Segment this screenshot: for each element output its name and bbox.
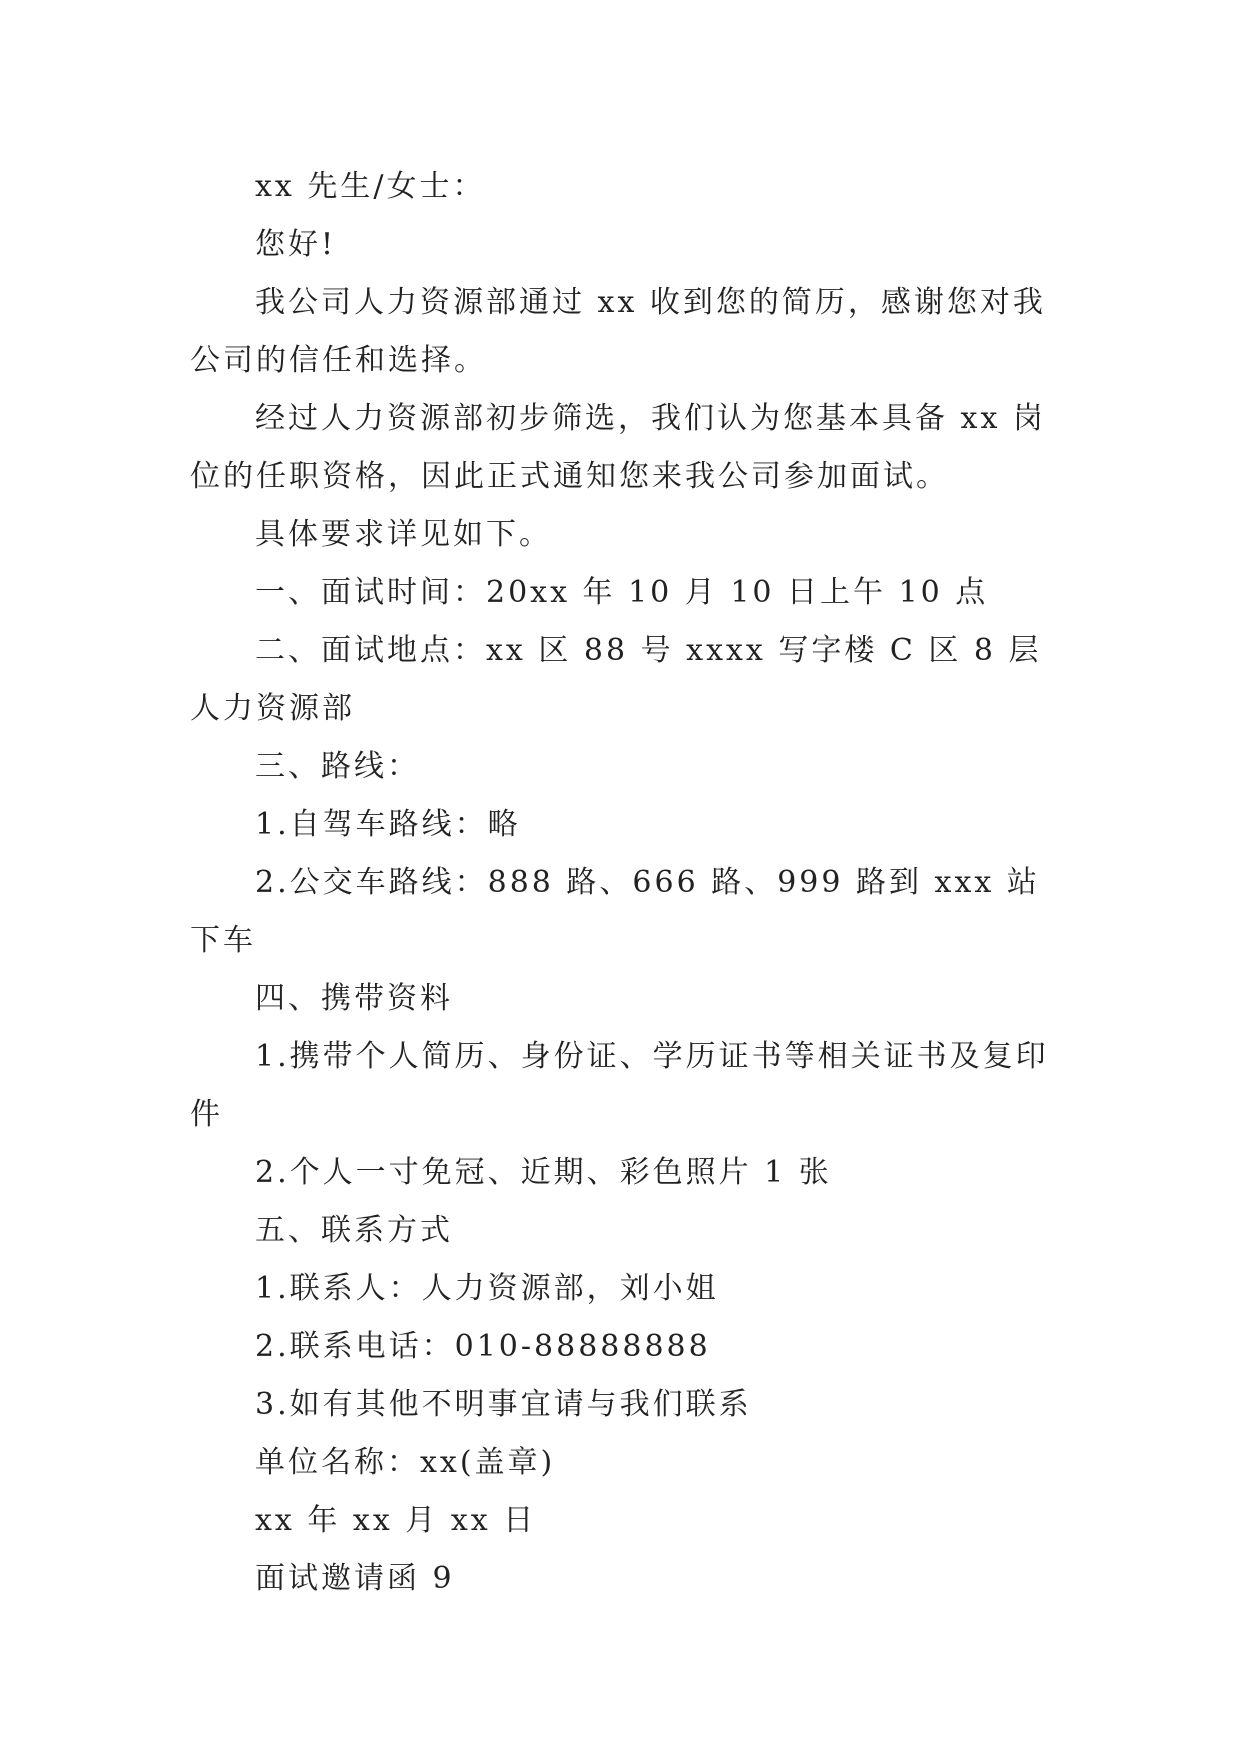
letter-body	[190, 158, 1050, 1608]
contact-person: 1.联系人：人力资源部，刘小姐	[255, 1271, 719, 1306]
route-bus: 2.公交车路线：888 路、666 路、999 路到 xxx 站下车	[190, 865, 1040, 958]
materials-docs: 1.携带个人简历、身份证、学历证书等相关证书及复印件	[190, 1039, 1049, 1132]
interview-location: 二、面试地点：xx 区 88 号 xxxx 写字楼 C 区 8 层人力资源部	[190, 633, 1042, 726]
materials-photo: 2.个人一寸免冠、近期、彩色照片 1 张	[255, 1155, 832, 1190]
greeting: xx 先生/女士：	[255, 169, 486, 204]
intro-paragraph: 我公司人力资源部通过 xx 收到您的简历，感谢您对我公司的信任和选择。	[190, 285, 1046, 378]
details-intro: 具体要求详见如下。	[255, 517, 552, 552]
screening-paragraph: 经过人力资源部初步筛选，我们认为您基本具备 xx 岗位的任职资格，因此正式通知您来我公司参加面试。	[190, 401, 1046, 494]
route-heading: 三、路线：	[255, 749, 420, 784]
route-car: 1.自驾车路线：略	[255, 807, 521, 842]
organization-name: 单位名称：xx(盖章)	[255, 1445, 556, 1480]
interview-time: 一、面试时间：20xx 年 10 月 10 日上午 10 点	[255, 575, 989, 610]
letter-date: xx 年 xx 月 xx 日	[255, 1503, 537, 1538]
next-section-title: 面试邀请函 9	[255, 1561, 455, 1596]
contact-heading: 五、联系方式	[255, 1213, 453, 1248]
salutation: 您好!	[255, 227, 337, 262]
contact-phone: 2.联系电话：010-88888888	[255, 1329, 711, 1364]
contact-other: 3.如有其他不明事宜请与我们联系	[255, 1387, 752, 1422]
materials-heading: 四、携带资料	[255, 981, 453, 1016]
